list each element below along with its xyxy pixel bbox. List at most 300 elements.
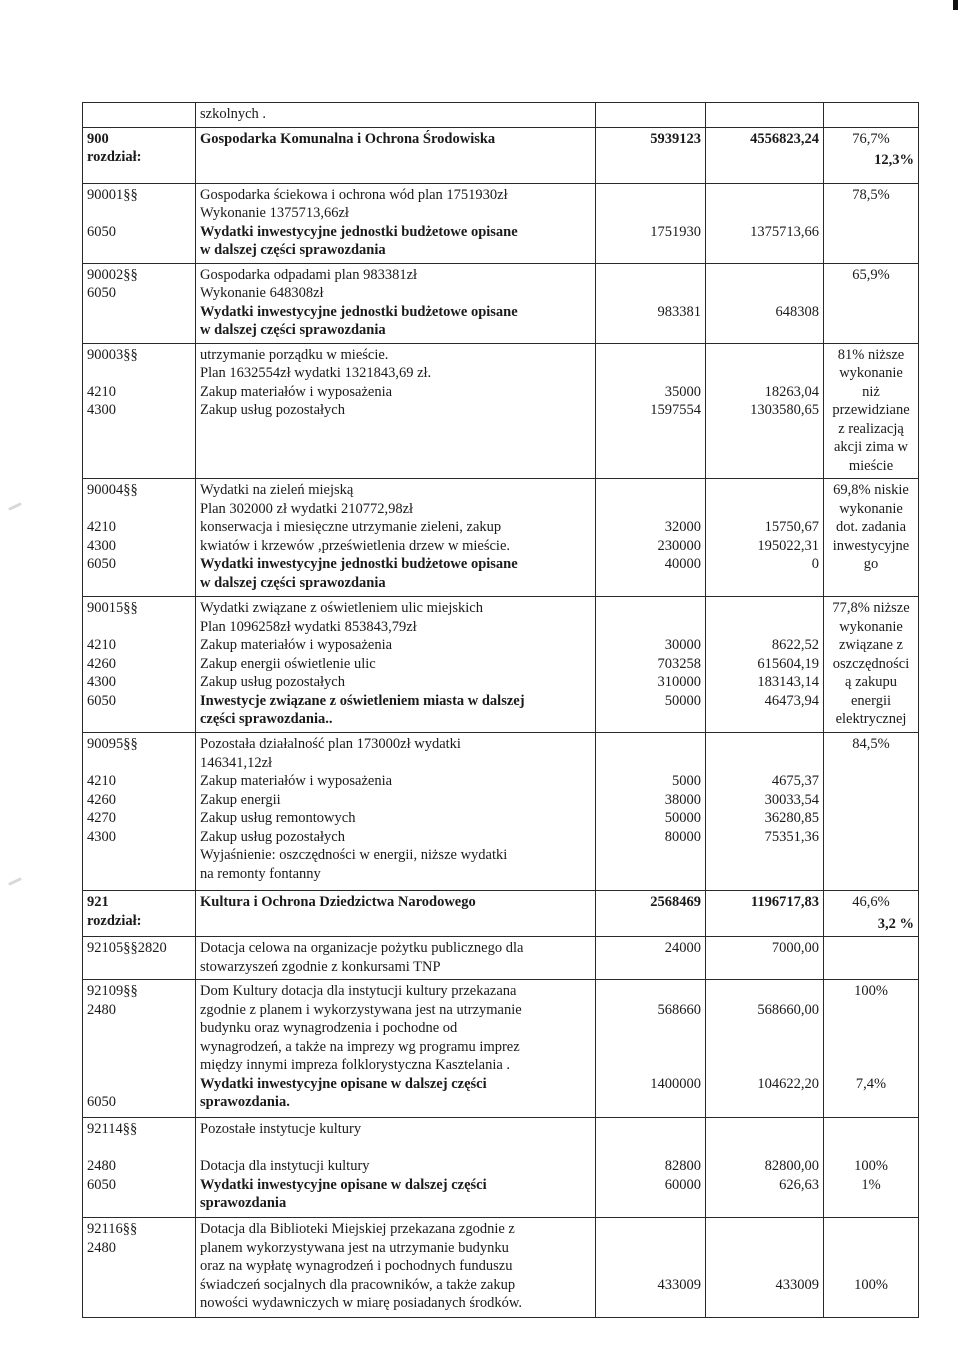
percent-cell: [824, 980, 919, 1118]
cell-line: 90004§§: [87, 482, 138, 498]
execution-cell: [706, 183, 824, 263]
cell-line: [828, 1139, 914, 1158]
cell-line: 4300: [87, 828, 116, 845]
percent-cell: [824, 127, 919, 183]
cell-line: 100%: [854, 1158, 888, 1174]
cell-line: utrzymanie porządku w mieście.: [200, 346, 389, 363]
cell-line: [710, 599, 819, 618]
code-cell: [83, 891, 196, 937]
cell-line: 568660: [657, 1001, 701, 1018]
cell-line: [828, 1001, 914, 1020]
code-cell: [83, 597, 196, 733]
cell-line: [600, 364, 701, 383]
cell-line: wykonanie: [839, 618, 903, 635]
cell-line: 80000: [664, 828, 701, 845]
description-cell: [196, 1218, 596, 1318]
cell-line: 50000: [664, 810, 701, 826]
cell-line: 183143,14: [757, 674, 819, 690]
cell-line: Wydatki inwestycyjne jednostki budżetowe opisane: [200, 556, 518, 572]
cell-line: 4210: [87, 637, 116, 653]
cell-line: 50000: [664, 692, 701, 709]
description-cell: [196, 479, 596, 597]
description-cell: [196, 263, 596, 343]
cell-line: dot. zadania: [835, 519, 907, 535]
table-row: [83, 597, 919, 733]
cell-line: 983381: [657, 303, 701, 320]
percent-cell: [824, 937, 919, 980]
cell-line: 38000: [664, 791, 701, 808]
cell-line: 4675,37: [771, 773, 819, 789]
cell-line: 648308: [775, 303, 819, 320]
cell-line: 6050: [87, 285, 116, 301]
cell-line: Zakup materiałów i wyposażenia: [200, 773, 393, 789]
cell-line: Dotacja celowa na organizacje pożytku publicznego dla: [200, 940, 524, 956]
cell-line: 433009: [657, 1276, 701, 1293]
plan-cell: [596, 183, 706, 263]
plan-cell: [596, 479, 706, 597]
execution-cell: [706, 733, 824, 891]
cell-line: 4270: [87, 810, 116, 826]
cell-line: 1196717,83: [750, 894, 819, 910]
description-cell: [196, 127, 596, 183]
cell-line: [600, 500, 701, 519]
table-row: [83, 891, 919, 937]
cell-line: [600, 1257, 701, 1276]
cell-line: [828, 1019, 914, 1038]
cell-line: [710, 500, 819, 519]
cell-line: 40000: [664, 556, 701, 572]
cell-line: Zakup usług pozostałych: [200, 828, 345, 845]
cell-line: [600, 284, 701, 303]
plan-cell: [596, 263, 706, 343]
cell-line: 81% niższe: [837, 346, 905, 363]
cell-line: Wykonanie 648308zł: [200, 285, 324, 301]
execution-cell: [706, 937, 824, 980]
cell-line: [828, 1239, 914, 1258]
cell-line: Dom Kultury dotacja dla instytucji kultury przekazana: [200, 983, 517, 999]
cell-line: Pozostałe instytucje kultury: [200, 1121, 362, 1137]
execution-cell: [706, 980, 824, 1118]
code-cell: [83, 1218, 196, 1318]
cell-line: 92116§§: [87, 1221, 138, 1237]
cell-line: 90015§§: [87, 600, 138, 616]
cell-line: 77,8% niższe: [832, 600, 910, 616]
cell-line: 15750,67: [764, 519, 819, 535]
plan-cell: [596, 1218, 706, 1318]
cell-line: Plan 302000 zł wydatki 210772,98zł: [200, 500, 414, 517]
cell-line: elektrycznej: [835, 711, 907, 727]
cell-line: akcji zima w: [833, 439, 909, 455]
cell-line: [710, 346, 819, 365]
cell-line: [87, 105, 191, 124]
cell-line: Zakup energii: [200, 791, 281, 808]
cell-line: wynagrodzeń, a także na imprezy wg programu imprez: [200, 1038, 520, 1055]
cell-line: [600, 618, 701, 637]
cell-line: [710, 1139, 819, 1158]
description-cell: [196, 891, 596, 937]
cell-line: [828, 1220, 914, 1239]
table-row: [83, 1118, 919, 1218]
plan-cell: [596, 127, 706, 183]
cell-line: 69,8% niskie: [833, 482, 909, 498]
cell-line: stowarzyszeń zgodnie z konkursami TNP: [200, 958, 441, 975]
cell-line: części sprawozdania..: [200, 711, 333, 727]
cell-line: Inwestycje związane z oświetleniem miasta w dalszej: [200, 692, 525, 709]
cell-line: 76,7%: [852, 130, 890, 147]
cell-line: 46,6%: [852, 894, 890, 910]
cell-line: [828, 1257, 914, 1276]
cell-line: [710, 186, 819, 205]
cell-line: 6050: [87, 223, 116, 240]
cell-line: 1597554: [650, 402, 701, 418]
cell-line: 104622,20: [757, 1075, 819, 1092]
table-row: [83, 183, 919, 263]
cell-line: [600, 346, 701, 365]
cell-line: [87, 1019, 191, 1038]
cell-line: 92114§§: [87, 1121, 138, 1137]
cell-line: Wydatki inwestycyjne jednostki budżetowe opisane: [200, 303, 518, 320]
cell-line: [600, 481, 701, 500]
cell-line: 2480: [87, 1001, 116, 1018]
cell-line: 4300: [87, 674, 116, 690]
cell-line: [710, 364, 819, 383]
cell-line: 32000: [664, 519, 701, 535]
cell-line: 3,2 %: [877, 915, 914, 932]
cell-line: [600, 1120, 701, 1139]
cell-line: [600, 1239, 701, 1258]
cell-line: 1751930: [650, 223, 701, 240]
cell-line: przewidziane: [832, 402, 910, 418]
cell-line: Zakup materiałów i wyposażenia: [200, 637, 393, 653]
table-row: [83, 980, 919, 1118]
cell-line: szkolnych .: [200, 106, 267, 122]
table-row: [83, 1218, 919, 1318]
cell-line: z realizacją: [838, 420, 904, 437]
cell-line: Wydatki na zieleń miejską: [200, 482, 354, 498]
description-cell: [196, 183, 596, 263]
cell-line: 900: [87, 130, 109, 147]
table-row: [83, 263, 919, 343]
cell-line: Wykonanie 1375713,66zł: [200, 205, 349, 221]
cell-line: w dalszej części sprawozdania: [200, 574, 386, 591]
cell-line: 84,5%: [852, 736, 890, 752]
plan-cell: [596, 1118, 706, 1218]
cell-line: 90003§§: [87, 346, 138, 363]
cell-line: 36280,85: [764, 810, 819, 826]
cell-line: 30033,54: [764, 791, 819, 808]
cell-line: [87, 1038, 191, 1057]
cell-line: 5939123: [650, 130, 701, 147]
cell-line: Wydatki inwestycyjne opisane w dalszej części: [200, 1075, 487, 1092]
cell-line: Wydatki związane z oświetleniem ulic miejskich: [200, 600, 483, 616]
budget-table-body: [83, 103, 919, 1318]
plan-cell: [596, 891, 706, 937]
cell-line: [710, 1038, 819, 1057]
cell-line: energii: [851, 692, 891, 709]
cell-line: [710, 481, 819, 500]
cell-line: oszczędności: [832, 655, 910, 672]
cell-line: [600, 266, 701, 285]
cell-line: 4300: [87, 402, 116, 418]
cell-line: 4260: [87, 791, 116, 808]
cell-line: 100%: [854, 983, 888, 999]
cell-line: [600, 735, 701, 754]
code-cell: [83, 127, 196, 183]
execution-cell: [706, 343, 824, 479]
cell-line: [710, 982, 819, 1001]
cell-line: konserwacja i miesięczne utrzymanie zieleni, zakup: [200, 519, 502, 535]
cell-line: 6050: [87, 556, 116, 572]
cell-line: 6050: [87, 1094, 116, 1110]
cell-line: [600, 599, 701, 618]
cell-line: [828, 1120, 914, 1139]
cell-line: mieście: [848, 457, 894, 474]
cell-line: [600, 1056, 701, 1075]
plan-cell: [596, 597, 706, 733]
percent-cell: [824, 1118, 919, 1218]
cell-line: 310000: [657, 674, 701, 690]
cell-line: 195022,31: [757, 537, 819, 554]
corner-mark: [953, 0, 958, 10]
code-cell: [83, 343, 196, 479]
execution-cell: [706, 891, 824, 937]
cell-line: Zakup energii oświetlenie ulic: [200, 655, 376, 672]
cell-line: 626,63: [779, 1176, 819, 1193]
cell-line: 1%: [861, 1176, 881, 1193]
cell-line: [87, 364, 191, 383]
cell-line: 24000: [664, 940, 701, 956]
cell-line: Pozostała działalność plan 173000zł wydatki: [200, 736, 461, 752]
code-cell: [83, 479, 196, 597]
cell-line: 230000: [657, 537, 701, 554]
plan-cell: [596, 937, 706, 980]
cell-line: 6050: [87, 692, 116, 709]
cell-line: Gospodarka Komunalna i Ochrona Środowiska: [200, 130, 496, 147]
cell-line: w dalszej części sprawozdania: [200, 322, 386, 338]
cell-line: 92105§§2820: [87, 940, 167, 956]
cell-line: ą zakupu: [845, 674, 897, 690]
cell-line: 568660,00: [757, 1001, 819, 1018]
cell-line: Zakup usług pozostałych: [200, 674, 345, 690]
code-cell: [83, 263, 196, 343]
cell-line: 60000: [664, 1176, 701, 1193]
cell-line: 6050: [87, 1176, 116, 1193]
cell-line: 1303580,65: [750, 402, 819, 418]
cell-line: [600, 1220, 701, 1239]
cell-line: 18263,04: [764, 383, 819, 400]
cell-line: Zakup usług remontowych: [200, 810, 356, 826]
cell-line: [87, 618, 191, 637]
table-row: [83, 479, 919, 597]
cell-line: 146341,12zł: [200, 754, 273, 771]
code-cell: [83, 980, 196, 1118]
cell-line: w dalszej części sprawozdania: [200, 242, 386, 258]
cell-line: 90002§§: [87, 266, 138, 283]
cell-line: świadczeń socjalnych dla pracowników, a także zakup: [200, 1276, 516, 1293]
cell-line: [87, 1056, 191, 1075]
cell-line: [710, 1120, 819, 1139]
cell-line: 90001§§: [87, 186, 138, 203]
table-row: [83, 103, 919, 128]
execution-cell: [706, 263, 824, 343]
cell-line: [87, 1139, 191, 1158]
cell-line: [710, 1220, 819, 1239]
cell-line: rozdział:: [87, 912, 142, 929]
execution-cell: [706, 1218, 824, 1318]
cell-line: na remonty fontanny: [200, 865, 321, 882]
cell-line: 90095§§: [87, 736, 138, 752]
cell-line: planem wykorzystywana jest na utrzymanie budynku: [200, 1239, 509, 1256]
cell-line: 46473,94: [764, 692, 819, 709]
cell-line: 2568469: [650, 894, 701, 910]
execution-cell: [706, 597, 824, 733]
cell-line: budynku oraz wynagrodzenia i pochodne od: [200, 1020, 458, 1036]
cell-line: 4300: [87, 537, 116, 554]
cell-line: Wydatki inwestycyjne jednostki budżetowe opisane: [200, 223, 518, 240]
cell-line: 921: [87, 894, 109, 910]
cell-line: [87, 204, 191, 223]
cell-line: 35000: [664, 383, 701, 400]
percent-cell: [824, 597, 919, 733]
cell-line: kwiatów i krzewów ,prześwietlenia drzew w mieście.: [200, 537, 511, 554]
plan-cell: [596, 103, 706, 128]
cell-line: [828, 939, 914, 958]
cell-line: 92109§§: [87, 983, 138, 999]
percent-cell: [824, 479, 919, 597]
description-cell: [196, 980, 596, 1118]
cell-line: [710, 1257, 819, 1276]
cell-line: 1375713,66: [750, 223, 819, 240]
percent-cell: [824, 733, 919, 891]
cell-line: 7,4%: [855, 1075, 887, 1092]
cell-line: [710, 105, 819, 124]
code-cell: [83, 733, 196, 891]
cell-line: 8622,52: [771, 637, 819, 653]
cell-line: 12,3%: [874, 152, 914, 168]
scan-smudge: [8, 877, 22, 886]
description-cell: [196, 103, 596, 128]
cell-line: [828, 1038, 914, 1057]
cell-line: 82800: [664, 1158, 701, 1174]
description-cell: [196, 733, 596, 891]
code-cell: [83, 937, 196, 980]
cell-line: [828, 1056, 914, 1075]
plan-cell: [596, 980, 706, 1118]
code-cell: [83, 183, 196, 263]
cell-line: Gospodarka odpadami plan 983381zł: [200, 266, 418, 283]
cell-line: zgodnie z planem i wykorzystywana jest na utrzymanie: [200, 1001, 522, 1018]
cell-line: 4556823,24: [750, 130, 819, 147]
cell-line: 4210: [87, 773, 116, 789]
cell-line: [87, 1075, 191, 1094]
table-row: [83, 343, 919, 479]
cell-line: [200, 1139, 591, 1158]
scan-smudge: [8, 502, 22, 511]
cell-line: 5000: [672, 773, 701, 789]
cell-line: inwestycyjne: [832, 537, 910, 554]
cell-line: Plan 1096258zł wydatki 853843,79zł: [200, 618, 417, 635]
cell-line: [710, 754, 819, 773]
cell-line: 65,9%: [852, 266, 890, 283]
cell-line: 2480: [87, 1239, 116, 1256]
cell-line: Zakup usług pozostałych: [200, 402, 345, 418]
table-row: [83, 937, 919, 980]
cell-line: oraz na wypłatę wynagrodzeń i pochodnych funduszu: [200, 1258, 513, 1274]
cell-line: [710, 618, 819, 637]
cell-line: [710, 1019, 819, 1038]
cell-line: [710, 204, 819, 223]
cell-line: Dotacja dla instytucji kultury: [200, 1158, 370, 1174]
cell-line: Wydatki inwestycyjne opisane w dalszej części: [200, 1176, 487, 1193]
cell-line: 78,5%: [852, 186, 890, 203]
cell-line: [600, 1038, 701, 1057]
cell-line: [600, 186, 701, 205]
execution-cell: [706, 479, 824, 597]
cell-line: Zakup materiałów i wyposażenia: [200, 383, 393, 400]
plan-cell: [596, 343, 706, 479]
cell-line: [600, 204, 701, 223]
percent-cell: [824, 183, 919, 263]
cell-line: Wyjaśnienie: oszczędności w energii, niższe wydatki: [200, 847, 508, 863]
table-row: [83, 733, 919, 891]
cell-line: niż: [862, 383, 880, 400]
execution-cell: [706, 103, 824, 128]
cell-line: 615604,19: [757, 655, 819, 672]
cell-line: [600, 982, 701, 1001]
execution-cell: [706, 1118, 824, 1218]
cell-line: [828, 105, 914, 124]
cell-line: [710, 735, 819, 754]
cell-line: wykonanie: [839, 500, 903, 517]
description-cell: [196, 937, 596, 980]
cell-line: Dotacja dla Biblioteki Miejskiej przekazana zgodnie z: [200, 1221, 515, 1237]
cell-line: [600, 1139, 701, 1158]
cell-line: 433009: [775, 1276, 819, 1293]
plan-cell: [596, 733, 706, 891]
description-cell: [196, 1118, 596, 1218]
cell-line: rozdział:: [87, 149, 142, 165]
cell-line: [710, 1239, 819, 1258]
cell-line: 4210: [87, 383, 116, 400]
cell-line: [600, 754, 701, 773]
cell-line: 2480: [87, 1158, 116, 1174]
cell-line: 100%: [854, 1276, 888, 1293]
cell-line: 75351,36: [764, 828, 819, 845]
cell-line: [87, 500, 191, 519]
cell-line: sprawozdania.: [200, 1094, 290, 1110]
percent-cell: [824, 343, 919, 479]
cell-line: Plan 1632554zł wydatki 1321843,69 zł.: [200, 365, 432, 381]
cell-line: 1400000: [650, 1075, 701, 1092]
cell-line: sprawozdania: [200, 1195, 287, 1211]
cell-line: związane z: [839, 637, 903, 653]
code-cell: [83, 103, 196, 128]
cell-line: między innymi impreza folklorystyczna Kasztelania .: [200, 1057, 511, 1073]
description-cell: [196, 343, 596, 479]
cell-line: [710, 1056, 819, 1075]
cell-line: wykonanie: [839, 365, 903, 381]
description-cell: [196, 597, 596, 733]
cell-line: 4210: [87, 519, 116, 535]
cell-line: 0: [811, 556, 819, 572]
budget-table: [82, 102, 919, 1318]
table-row: [83, 127, 919, 183]
cell-line: 4260: [87, 655, 116, 672]
cell-line: 703258: [657, 655, 701, 672]
cell-line: Gospodarka ściekowa i ochrona wód plan 1751930zł: [200, 186, 508, 203]
percent-cell: [824, 103, 919, 128]
cell-line: [600, 105, 701, 124]
